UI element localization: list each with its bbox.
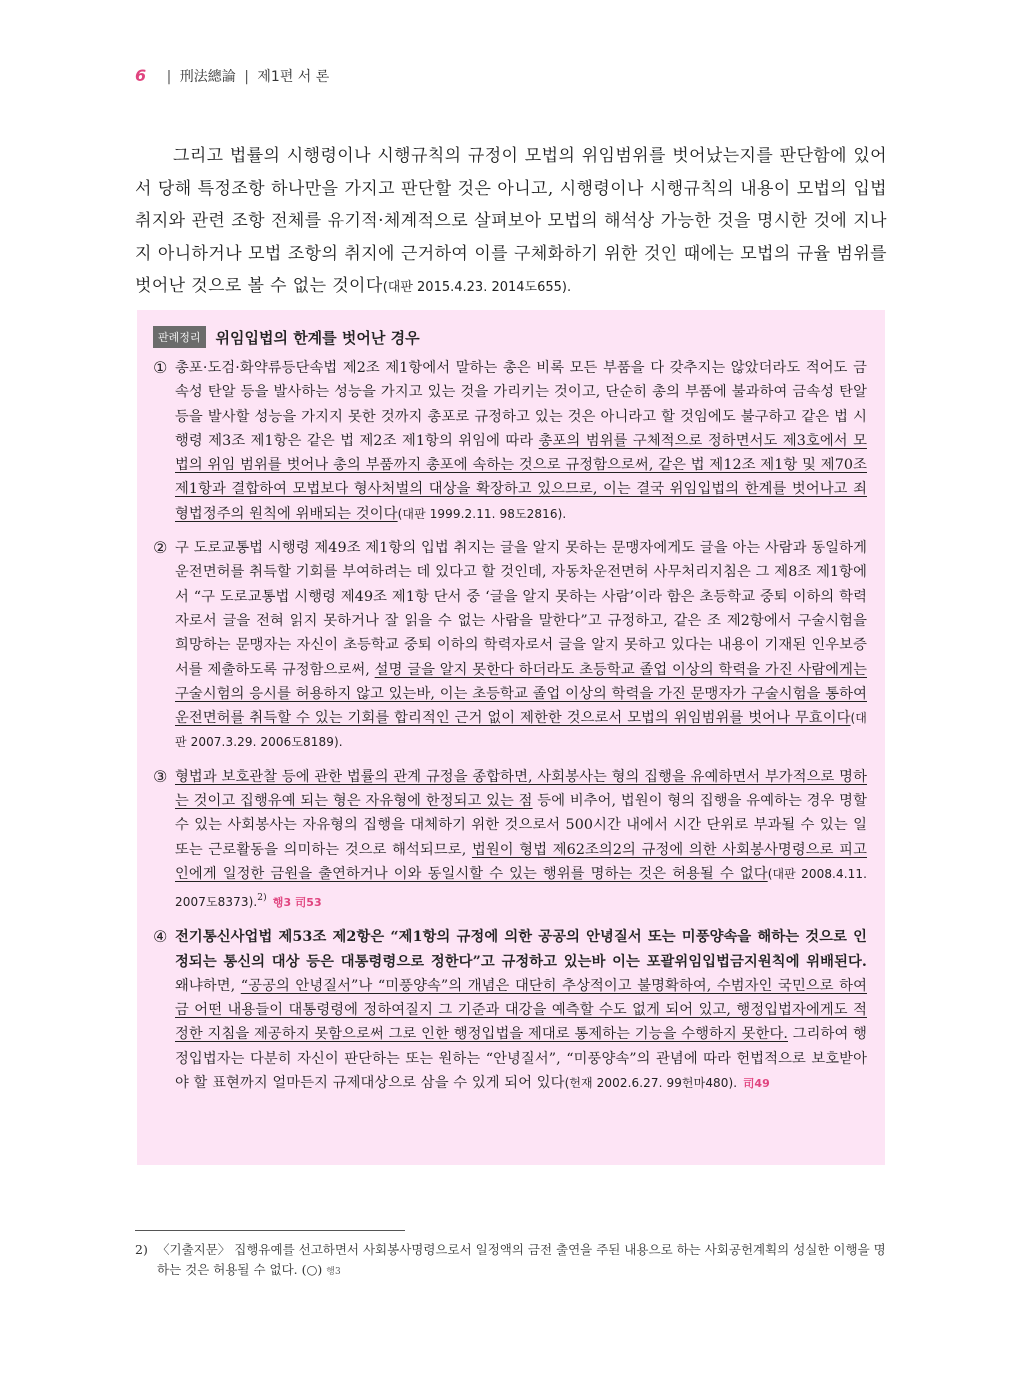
case-item-3: [153, 765, 867, 916]
item-text: 왜냐하면,: [175, 977, 241, 994]
case-box-title: 위임입법의 한계를 벗어난 경우: [215, 328, 420, 347]
item-underlined-text: “공공의 안녕질서”나 “미풍양속”의 개념은 대단히 추상적이고 불명확하여, 수범자인 국민으로 하여금 어떤 내용들이 대통령령에 정하여질지 그 기준과 대강을 예측할 수도 없게 되어 있고, 행정입법자에게도 적정한 지침을 제공하지 못함으로써 그로 인한 행정입법을 제대로 통제하는 기능을 수행하지 못한다.: [175, 977, 867, 1043]
page-header: 6 | 刑法總論 | 제1편 서 론: [135, 66, 330, 85]
item-underlined-text: 총포의 범위를 구체적으로 정하면서도 제3호에서 모법의 위임 범위를 벗어나 총의 부품까지 총포에 속하는 것으로 규정함으로써, 같은 법 제12조 제1항 및 제70조 제1항과 결합하여 모법보다 형사처벌의 대상을 확장하고 있으므로, 이는 결국 위임입법의 한계를 벗어나고 죄형법정주의 원칙에 위배되는 것이다: [175, 432, 867, 522]
case-tag: 판례정리: [153, 326, 206, 348]
case-item-1: [153, 356, 867, 526]
page-number: 6: [135, 66, 147, 85]
footnote-number: 2): [135, 1242, 148, 1257]
item-underlined-text: 법원이 형법 제62조의2의 규정에 의한 사회봉사명령으로 피고인에게 일정한 금원을 출연하거나 이와 동일시할 수 있는 행위를 명하는 것은 허용될 수 없다: [175, 841, 868, 882]
case-item-2: [153, 536, 867, 755]
item-text: 총포·도검·화약류등단속법 제2조 제1항에서 말하는 총은 비록 모든 부품을 다 갖추지는 않았더라도 적어도 금속성 탄알 등을 발사하는 성능을 가지고 있는 것을 가리키는 것이고, 단순히 총의 부품에 불과하여 금속성 탄알 등을 발사할 성능을 가지지 못한 것까지 총포로 규정하고 있는 것은 아니라고 할 것임에도 불구하고 같은 법 시행령 제3조 제1항은 같은 법 제2조 제1항의 위임에 따라: [175, 360, 867, 449]
intro-paragraph: [135, 140, 887, 305]
footnote-exam-mark: 행3: [326, 1267, 341, 1277]
intro-citation: (대판 2015.4.23. 2014도655).: [382, 280, 572, 296]
footnote-reference[interactable]: 2): [257, 893, 267, 904]
item-citation: (대판 2007.3.29. 2006도8189).: [175, 711, 867, 750]
item-number: ②: [153, 538, 168, 558]
item-text: 등에 비추어, 법원이 형의 집행을 유예하는 경우 명할 수 있는 사회봉사는 자유형의 집행을 대체하기 위한 것으로서 500시간 내에서 시간 단위로 부과될 수 있는 일 또는 근로활동을 의미하는 것으로 해석되므로,: [175, 793, 867, 858]
section-title: 제1편 서 론: [257, 69, 330, 85]
book-title: 刑法總論: [179, 69, 236, 85]
item-bold-text: 전기통신사업법 제53조 제2항은 “제1항의 규정에 의한 공공의 안녕질서 또는 미풍양속을 해하는 것으로 인정되는 통신의 대상 등은 대통령령으로 정한다”고 규정하고 있는바 이는 포괄위임입법금지원칙에 위배된다.: [175, 929, 867, 970]
footnote: [135, 1240, 890, 1282]
item-citation: (헌재 2002.6.27. 99헌마480).: [564, 1076, 738, 1091]
item-number: ④: [153, 927, 168, 947]
item-underlined-text: 형법과 보호관찰 등에 관한 법률의 관계 규정을 종합하면, 사회봉사는 형의 집행을 유예하면서 부가적으로 명하는 것이고 집행유예 되는 형은 자유형에 한정되고 있는 점: [175, 768, 867, 810]
item-number: ③: [153, 766, 168, 786]
item-citation: (대판 1999.2.11. 98도2816).: [397, 506, 567, 521]
case-box-header: [153, 324, 867, 350]
case-item-4: [153, 925, 867, 1096]
item-text: 구 도로교통법 시행령 제49조 제1항의 입법 취지는 글을 알지 못하는 문맹자에게도 글을 아는 사람과 동일하게 운전면허를 취득할 기회를 부여하려는 데 있다고 할 것인데, 자동차운전면허 사무처리지침은 그 제8조 제1항에서 “구 도로교통법 시행령 제49조 제1항 단서 중 ‘글을 알지 못하는 사람’이라 함은 초등학교 중퇴 이하의 학력자로서 글을 전혀 읽지 못하거나 잘 읽을 수 없는 사람을 말한다”고 규정하고, 같은 조 제2항에서 구술시험을 희망하는 문맹자는 자신이 초등학교 중퇴 이하의 학력자로서 글을 알지 못하고 있다는 내용이 기재된 인우보증서를 제출하도록 규정함으로써,: [175, 540, 867, 678]
item-number: ①: [153, 358, 168, 377]
item-text: 그리하여 행정입법자는 다분히 자신이 판단하는 또는 원하는 “안녕질서”, “미풍양속”의 관념에 따라 헌법적으로 보호받아야 할 표현까지 얼마든지 규제대상으로 삼을 수 있게 되어 있다: [175, 1026, 867, 1092]
footnote-divider: [135, 1230, 405, 1231]
exam-mark: 행3 司53: [272, 896, 322, 909]
footnote-text: 〈기출지문〉 집행유예를 선고하면서 사회봉사명령으로서 일정액의 금전 출연을 주된 내용으로 하는 사회공헌계획의 성실한 이행을 명하는 것은 허용될 수 없다. (○): [157, 1242, 886, 1277]
item-citation: (대판 2008.4.11. 2007도8373).: [175, 866, 868, 909]
item-underlined-text: 설명 글을 알지 못한다 하더라도 초등학교 졸업 이상의 학력을 가진 사람에게는 구술시험의 응시를 허용하지 않고 있는바, 이는 초등학교 졸업 이상의 학력을 가진 문맹자가 구술시험을 통하여 운전면허를 취득할 수 있는 기회를 합리적인 근거 없이 제한한 것으로서 모법의 위임범위를 벗어나 무효이다: [175, 661, 868, 727]
case-summary-box: [137, 310, 885, 1165]
exam-mark: 司49: [743, 1077, 770, 1091]
intro-text: 그리고 법률의 시행령이나 시행규칙의 규정이 모법의 위임범위를 벗어났는지를 판단함에 있어서 당해 특정조항 하나만을 가지고 판단할 것은 아니고, 시행령이나 시행규칙의 내용이 모법의 입법 취지와 관련 조항 전체를 유기적·체계적으로 살펴보아 모법의 해석상 가능한 것을 명시한 것에 지나지 아니하거나 모법 조항의 취지에 근거하여 이를 구체화하기 위한 것인 때에는 모법의 규율 범위를 벗어난 것으로 볼 수 없는 것이다: [135, 146, 887, 297]
